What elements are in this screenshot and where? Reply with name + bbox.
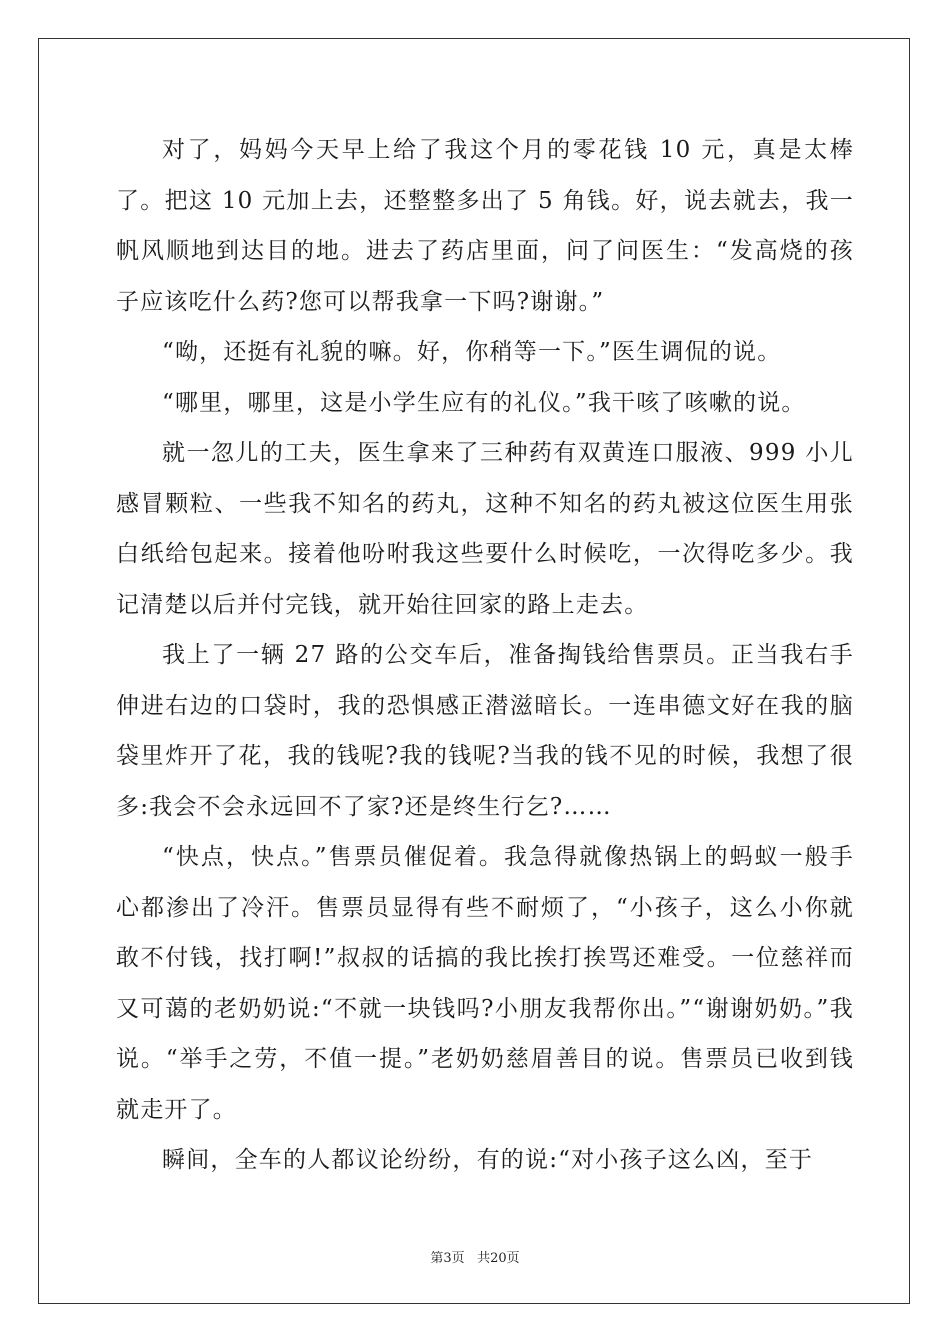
page-total: 共20页	[477, 1251, 520, 1266]
paragraph: “呦，还挺有礼貌的嘛。好，你稍等一下。”医生调侃的说。	[162, 339, 782, 365]
paragraph: 瞬间，全车的人都议论纷纷，有的说:“对小孩子这么凶，至于	[162, 1147, 814, 1173]
paragraph: “快点，快点。”售票员催促着。我急得就像热锅上的蚂蚁一般手心都渗出了冷汗。售票员显得有些不耐烦了，“小孩子，这么小你就敢不付钱，找打啊!”叔叔的话搞的我比挨打挨骂还难受。一位慈祥而又可蔼的老奶奶说:“不就一块钱吗?小朋友我帮你出。”“谢谢奶奶。”我说。“举手之劳，不值一提。”老奶奶慈眉善目的说。售票员已收到钱就走开了。	[116, 844, 854, 1123]
document-body	[116, 125, 854, 1186]
paragraph: “哪里，哪里，这是小学生应有的礼仪。”我干咳了咳嗽的说。	[162, 389, 806, 416]
paragraph: 就一忽儿的工夫，医生拿来了三种药有双黄连口服液、999 小儿感冒颗粒、一些我不知名的药丸，这种不知名的药丸被这位医生用张白纸给包起来。接着他吩咐我这些要什么时候吃，一次得吃多少。我记清楚以后并付完钱，就开始往回家的路上走去。	[116, 440, 854, 618]
paragraph: 我上了一辆 27 路的公交车后，准备掏钱给售票员。正当我右手伸进右边的口袋时，我的恐惧感正潜滋暗长。一连串德文好在我的脑袋里炸开了花，我的钱呢?我的钱呢?当我的钱不见的时候，我想了很多:我会不会永远回不了家?还是终生行乞?……	[116, 642, 854, 820]
page-footer	[0, 1247, 950, 1266]
paragraph: 对了，妈妈今天早上给了我这个月的零花钱 10 元，真是太棒了。把这 10 元加上去，还整整多出了 5 角钱。好，说去就去，我一帆风顺地到达目的地。进去了药店里面，问了问医生：“发高烧的孩子应该吃什么药?您可以帮我拿一下吗?谢谢。”	[116, 137, 854, 315]
page-number: 第3页	[430, 1251, 465, 1266]
